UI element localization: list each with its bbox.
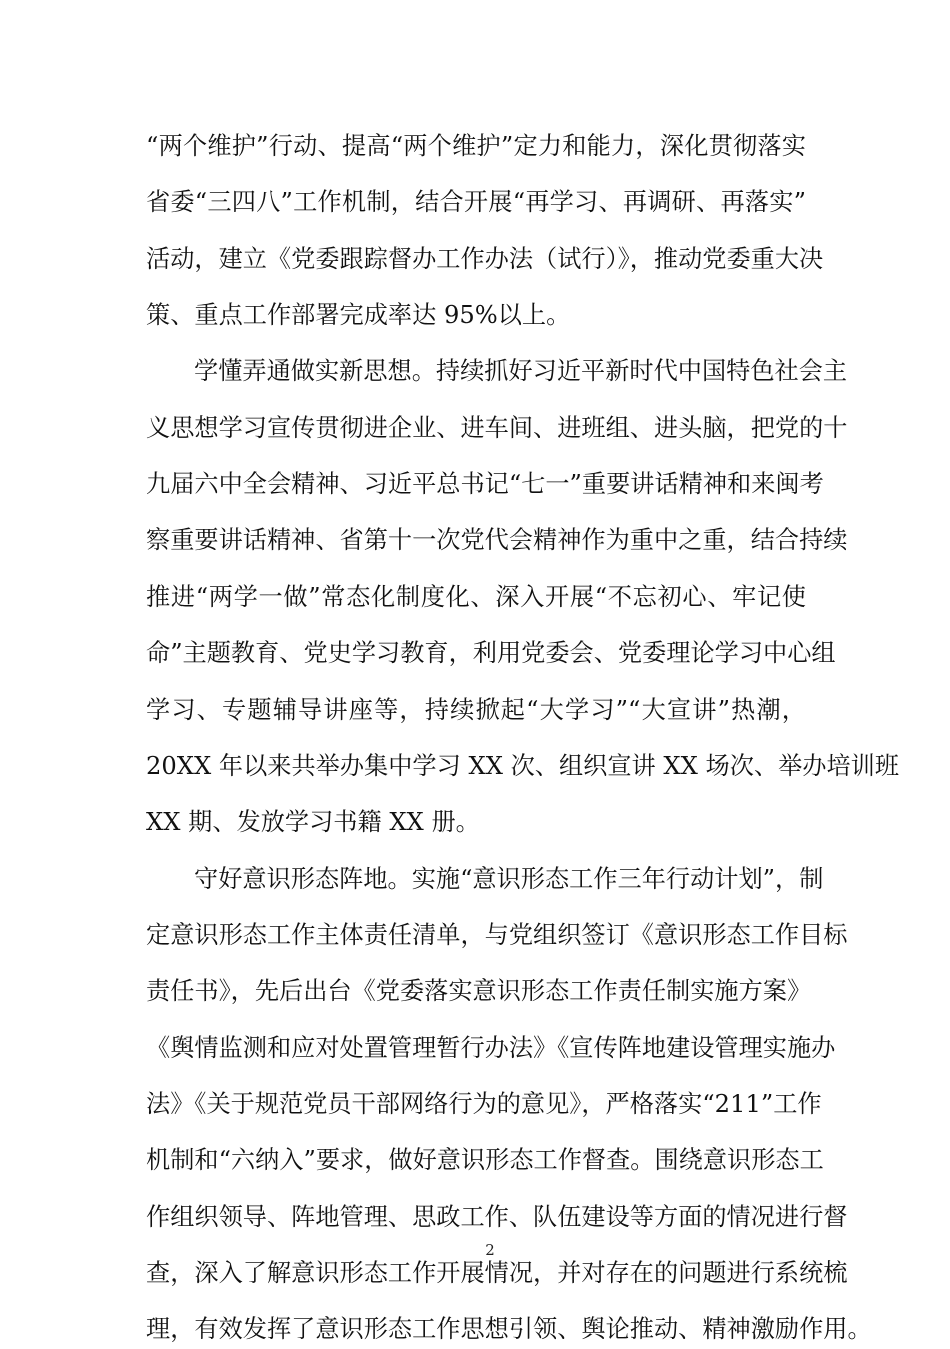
paragraph-3-line-7: 作组织领导、阵地管理、思政工作、队伍建设等方面的情况进行督 bbox=[146, 1203, 848, 1231]
paragraph-1-line-2: 省委“三四八”工作机制，结合开展“再学习、再调研、再落实” bbox=[146, 188, 806, 216]
paragraph-3-line-5: 法》《关于规范党员干部网络行为的意见》，严格落实“211”工作 bbox=[146, 1090, 822, 1118]
paragraph-2-line-1: 学懂弄通做实新思想。持续抓好习近平新时代中国特色社会主 bbox=[194, 357, 848, 385]
paragraph-3-line-1: 守好意识形态阵地。实施“意识形态工作三年行动计划”，制 bbox=[194, 865, 824, 893]
paragraph-2-line-3: 九届六中全会精神、习近平总书记“七一”重要讲话精神和来闽考 bbox=[146, 470, 824, 498]
paragraph-3-line-4: 《舆情监测和应对处置管理暂行办法》《宣传阵地建设管理实施办 bbox=[146, 1034, 836, 1062]
paragraph-2-line-4: 察重要讲话精神、省第十一次党代会精神作为重中之重，结合持续 bbox=[146, 526, 848, 554]
paragraph-1-line-4: 策、重点工作部署完成率达 95%以上。 bbox=[146, 301, 571, 329]
paragraph-3-line-3: 责任书》，先后出台《党委落实意识形态工作责任制实施方案》 bbox=[146, 977, 812, 1005]
paragraph-2-line-8: 20XX 年以来共举办集中学习 XX 次、组织宣讲 XX 场次、举办培训班 bbox=[146, 752, 900, 780]
page-number: 2 bbox=[485, 1241, 495, 1259]
paragraph-3-line-8: 查，深入了解意识形态工作开展情况，并对存在的问题进行系统梳 bbox=[146, 1259, 848, 1287]
paragraph-3-line-2: 定意识形态工作主体责任清单，与党组织签订《意识形态工作目标 bbox=[146, 921, 848, 949]
paragraph-1-line-3: 活动，建立《党委跟踪督办工作办法（试行）》，推动党委重大决 bbox=[146, 245, 824, 273]
paragraph-2-line-9: XX 期、发放学习书籍 XX 册。 bbox=[146, 808, 480, 836]
paragraph-2-line-6: 命”主题教育、党史学习教育，利用党委会、党委理论学习中心组 bbox=[146, 639, 836, 667]
paragraph-2-line-2: 义思想学习宣传贯彻进企业、进车间、进班组、进头脑，把党的十 bbox=[146, 414, 848, 442]
paragraph-3-line-6: 机制和“六纳入”要求，做好意识形态工作督查。围绕意识形态工 bbox=[146, 1146, 824, 1174]
paragraph-3-line-9: 理，有效发挥了意识形态工作思想引领、舆论推动、精神激励作用。 bbox=[146, 1315, 872, 1343]
paragraph-1-line-1: “两个维护”行动、提高“两个维护”定力和能力，深化贯彻落实 bbox=[146, 132, 806, 160]
paragraph-2-line-7: 学习、专题辅导讲座等，持续掀起“大学习”“大宣讲”热潮， bbox=[146, 696, 806, 724]
paragraph-2-line-5: 推进“两学一做”常态化制度化、深入开展“不忘初心、牢记使 bbox=[146, 583, 806, 611]
